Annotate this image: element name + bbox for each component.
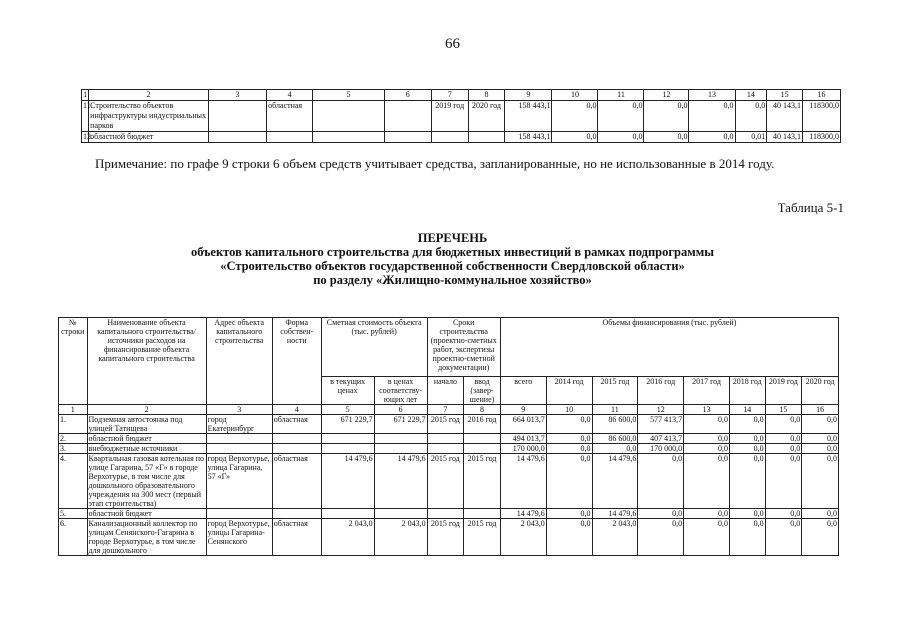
- cell-start: 2015 год: [427, 519, 464, 556]
- cell-end: [468, 132, 505, 143]
- cell-c5: 2 043,0: [321, 519, 374, 556]
- column-number: 11: [592, 405, 638, 415]
- header-year: 2020 год: [802, 377, 839, 405]
- cell-y2015: 0,0: [598, 101, 644, 132]
- header-cost-current: в текущих ценах: [321, 377, 374, 405]
- cell-y2014: 0,0: [546, 444, 592, 454]
- column-number: 6: [374, 405, 427, 415]
- column-number: 8: [468, 90, 505, 101]
- cell-name: областной бюджет: [87, 509, 206, 519]
- header-end: ввод (завер-шение): [464, 377, 501, 405]
- table-row: [59, 519, 839, 556]
- cell-total: 14 479,6: [500, 509, 546, 519]
- cell-y2015: 0,0: [592, 444, 638, 454]
- cell-y2014: 0,0: [546, 454, 592, 509]
- cell-form: областная: [267, 101, 313, 132]
- cell-y2020: 0,0: [802, 434, 839, 444]
- header-row-number: № строки: [59, 318, 88, 405]
- header-construction-terms: Сроки строительства (проектно-сметных работ, экспертизы проектно-сметной документации): [427, 318, 500, 377]
- heading-line-4: по разделу «Жилищно-коммунальное хозяйство»: [313, 273, 592, 287]
- cell-y2015: 14 479,6: [592, 454, 638, 509]
- header-year: 2015 год: [592, 377, 638, 405]
- cell-end: 2015 год: [464, 519, 501, 556]
- cell-c5: [313, 132, 385, 143]
- cell-y2014: 0,0: [546, 519, 592, 556]
- cell-y2014: 0,0: [546, 509, 592, 519]
- cell-num: 3.: [59, 444, 88, 454]
- cell-addr: [206, 509, 272, 519]
- column-number: 1: [83, 90, 88, 99]
- cell-y2017: 0,0: [689, 101, 735, 132]
- cell-start: 2015 год: [427, 415, 464, 434]
- cell-total: 664 013,7: [500, 415, 546, 434]
- header-ownership: Форма собствен-ности: [272, 318, 321, 405]
- column-number: 10: [546, 405, 592, 415]
- cell-end: [464, 434, 501, 444]
- column-number: 2: [87, 405, 206, 415]
- cell-y2019: 0,0: [765, 434, 802, 444]
- column-number: 14: [735, 90, 767, 101]
- cell-form: [267, 132, 313, 143]
- column-number: 15: [765, 405, 802, 415]
- cell-form: [272, 434, 321, 444]
- cell-end: [464, 509, 501, 519]
- header-year: 2019 год: [765, 377, 802, 405]
- cell-end: [464, 444, 501, 454]
- column-number: 3: [208, 90, 266, 101]
- cell-c6: 14 479,6: [374, 454, 427, 509]
- table-row: [59, 434, 839, 444]
- header-year: 2014 год: [546, 377, 592, 405]
- note: Примечание: по графе 9 строки 6 объем средств учитывает средства, запланированные, но не использованные в 2014 году.: [95, 156, 775, 171]
- objects-table: [58, 317, 839, 556]
- column-number: 11: [598, 90, 644, 101]
- header-estimated-cost: Сметная стоимость объекта (тыс. рублей): [321, 318, 427, 377]
- cell-c5: [321, 434, 374, 444]
- cell-total: 158 443,1: [505, 132, 552, 143]
- table-row: [59, 509, 839, 519]
- header-object-name: Наименование объекта капитального строительства/ источники расходов на финансирование объекта капитального строительства: [87, 318, 206, 405]
- cell-num: 4.: [59, 454, 88, 509]
- cell-total: 494 013,7: [500, 434, 546, 444]
- cell-c5: 14 479,6: [321, 454, 374, 509]
- cell-y2018: 0,0: [729, 509, 765, 519]
- cell-num: 11.: [82, 101, 89, 132]
- table-row: [59, 415, 839, 434]
- cell-y2017: 0,0: [684, 415, 730, 434]
- cell-num: 5.: [59, 509, 88, 519]
- table-row: [82, 132, 841, 143]
- cell-addr: [208, 132, 266, 143]
- cell-start: 2019 год: [431, 101, 468, 132]
- cell-form: [272, 509, 321, 519]
- cell-y2019: 0,0: [765, 509, 802, 519]
- cell-c6: 671 229,7: [374, 415, 427, 434]
- cell-y2019: 0,0: [765, 454, 802, 509]
- cell-y2014: 0,0: [546, 415, 592, 434]
- header-cost-adjusted: в ценах соответству-ющих лет: [374, 377, 427, 405]
- cell-c5: [321, 444, 374, 454]
- cell-y2018: 0,0: [729, 434, 765, 444]
- cell-y2018: 0,0: [729, 454, 765, 509]
- column-number: 4: [267, 90, 313, 101]
- cell-y2014: 0,0: [552, 132, 598, 143]
- cell-y2017: 0,0: [689, 132, 735, 143]
- cell-end: 2015 год: [464, 454, 501, 509]
- header-total: всего: [500, 377, 546, 405]
- cell-name: областной бюджет: [87, 434, 206, 444]
- cell-addr: [208, 101, 266, 132]
- cell-y2016: 0,0: [638, 454, 684, 509]
- column-number: 8: [464, 405, 501, 415]
- cell-y2017: 0,0: [684, 454, 730, 509]
- cell-c6: [374, 509, 427, 519]
- column-number: 16: [802, 405, 839, 415]
- column-number: 5: [313, 90, 385, 101]
- cell-total: 14 479,6: [500, 454, 546, 509]
- cell-total: 158 443,1: [505, 101, 552, 132]
- continuation-table: [81, 89, 841, 143]
- cell-addr: [206, 444, 272, 454]
- cell-start: [427, 444, 464, 454]
- table-row: [82, 101, 841, 132]
- column-number: 16: [803, 90, 841, 101]
- cell-form: областная: [272, 415, 321, 434]
- cell-y2018: 0,0: [735, 101, 767, 132]
- cell-num: 6.: [59, 519, 88, 556]
- cell-y2015: 2 043,0: [592, 519, 638, 556]
- cell-c5: [313, 101, 385, 132]
- cell-c5: 671 229,7: [321, 415, 374, 434]
- cell-y2014: 0,0: [552, 101, 598, 132]
- column-number: 2: [89, 90, 209, 101]
- cell-y2014: 0,0: [546, 434, 592, 444]
- cell-addr: город Верхотурье, улицы Гагарина-Сенянского: [206, 519, 272, 556]
- cell-y2018: 0,0: [729, 415, 765, 434]
- cell-start: [431, 132, 468, 143]
- cell-y2019: 0,0: [765, 519, 802, 556]
- cell-c6: 2 043,0: [374, 519, 427, 556]
- cell-end: 2020 год: [468, 101, 505, 132]
- cell-y2016: 0,0: [644, 101, 689, 132]
- cell-y2020: 0,0: [802, 519, 839, 556]
- cell-y2016: 407 413,7: [638, 434, 684, 444]
- cell-y2020: 118300,0: [803, 132, 841, 143]
- column-number: 3: [206, 405, 272, 415]
- cell-y2019: 40 143,1: [767, 101, 803, 132]
- cell-c6: [384, 101, 431, 132]
- cell-y2020: 0,0: [802, 454, 839, 509]
- heading-title: ПЕРЕЧЕНЬ: [417, 231, 488, 245]
- cell-num: 12.: [83, 132, 93, 141]
- column-number: 13: [684, 405, 730, 415]
- objects-table-column-numbers: [59, 405, 839, 415]
- cell-form: областная: [272, 519, 321, 556]
- header-year: 2018 год: [729, 377, 765, 405]
- cell-c5: [321, 509, 374, 519]
- cell-y2019: 40 143,1: [767, 132, 803, 143]
- cell-start: [427, 509, 464, 519]
- page-number: 66: [445, 36, 460, 52]
- cell-end: 2016 год: [464, 415, 501, 434]
- cell-total: 2 043,0: [500, 519, 546, 556]
- cell-addr: город Екатеринбург: [206, 415, 272, 434]
- cell-total: 170 000,0: [500, 444, 546, 454]
- cell-c6: [374, 434, 427, 444]
- column-number: 4: [272, 405, 321, 415]
- cell-y2016: 0,0: [644, 132, 689, 143]
- header-start: начало: [427, 377, 464, 405]
- cell-y2015: 14 479,6: [592, 509, 638, 519]
- continuation-table-header: [82, 90, 841, 101]
- cell-y2017: 0,0: [684, 519, 730, 556]
- cell-y2019: 0,0: [765, 415, 802, 434]
- column-number: 12: [638, 405, 684, 415]
- cell-c6: [374, 444, 427, 454]
- cell-c6: [384, 132, 431, 143]
- cell-y2017: 0,0: [684, 434, 730, 444]
- cell-y2020: 118300,0: [803, 101, 841, 132]
- table-row: [59, 454, 839, 509]
- cell-y2019: 0,0: [765, 444, 802, 454]
- column-number: 15: [767, 90, 803, 101]
- column-number: 9: [500, 405, 546, 415]
- cell-addr: город Верхотурье, улица Гагарина, 57 «Г»: [206, 454, 272, 509]
- column-number: 9: [505, 90, 552, 101]
- cell-y2018: 0,0: [729, 444, 765, 454]
- header-year: 2017 год: [684, 377, 730, 405]
- column-number: 13: [689, 90, 735, 101]
- cell-name: внебюджетные источники: [87, 444, 206, 454]
- cell-y2020: 0,0: [802, 509, 839, 519]
- cell-start: [427, 434, 464, 444]
- column-number: 6: [384, 90, 431, 101]
- column-number: 1: [59, 405, 88, 415]
- table-label: Таблица 5-1: [777, 200, 844, 215]
- cell-form: [272, 444, 321, 454]
- heading-line-3: «Строительство объектов государственной собственности Свердловской области»: [220, 259, 685, 273]
- objects-table-header-row-1: [59, 318, 839, 377]
- cell-form: областная: [272, 454, 321, 509]
- cell-y2016: 577 413,7: [638, 415, 684, 434]
- cell-addr: [206, 434, 272, 444]
- cell-name: областной бюджет: [89, 132, 209, 143]
- cell-num: 2.: [59, 434, 88, 444]
- table-row: [59, 444, 839, 454]
- heading-line-2: объектов капитального строительства для бюджетных инвестиций в рамках подпрограммы: [190, 245, 715, 259]
- cell-start: 2015 год: [427, 454, 464, 509]
- cell-name: Строительство объектов инфраструктуры индустриальных парков: [89, 101, 209, 132]
- cell-y2016: 170 000,0: [638, 444, 684, 454]
- column-number: 7: [427, 405, 464, 415]
- cell-name: Канализационный коллектор по улицам Сенянского-Гагарина в городе Верхотурье, в том числе для дошкольного: [87, 519, 206, 556]
- header-address: Адрес объекта капитального строительства: [206, 318, 272, 405]
- column-number: 14: [729, 405, 765, 415]
- cell-y2015: 86 600,0: [592, 434, 638, 444]
- cell-y2020: 0,0: [802, 444, 839, 454]
- header-year: 2016 год: [638, 377, 684, 405]
- cell-y2016: 0,0: [638, 519, 684, 556]
- column-number: 12: [644, 90, 689, 101]
- cell-y2018: 0,01: [735, 132, 767, 143]
- cell-y2020: 0,0: [802, 415, 839, 434]
- column-number: 5: [321, 405, 374, 415]
- cell-y2017: 0,0: [684, 444, 730, 454]
- cell-y2018: 0,0: [729, 519, 765, 556]
- header-financing: Объемы финансирования (тыс. рублей): [500, 318, 838, 377]
- cell-num: 1.: [59, 415, 88, 434]
- cell-y2017: 0,0: [684, 509, 730, 519]
- cell-y2015: 0,0: [598, 132, 644, 143]
- cell-y2016: 0,0: [638, 509, 684, 519]
- cell-name: Подземная автостоянка под улицей Татищева: [87, 415, 206, 434]
- cell-name: Квартальная газовая котельная по улице Гагарина, 57 «Г» в городе Верхотурье, в том числе для дошкольного образовательного учреждения на 300 мест (первый этап строительства): [87, 454, 206, 509]
- column-number: 10: [552, 90, 598, 101]
- cell-y2015: 86 600,0: [592, 415, 638, 434]
- column-number: 7: [431, 90, 468, 101]
